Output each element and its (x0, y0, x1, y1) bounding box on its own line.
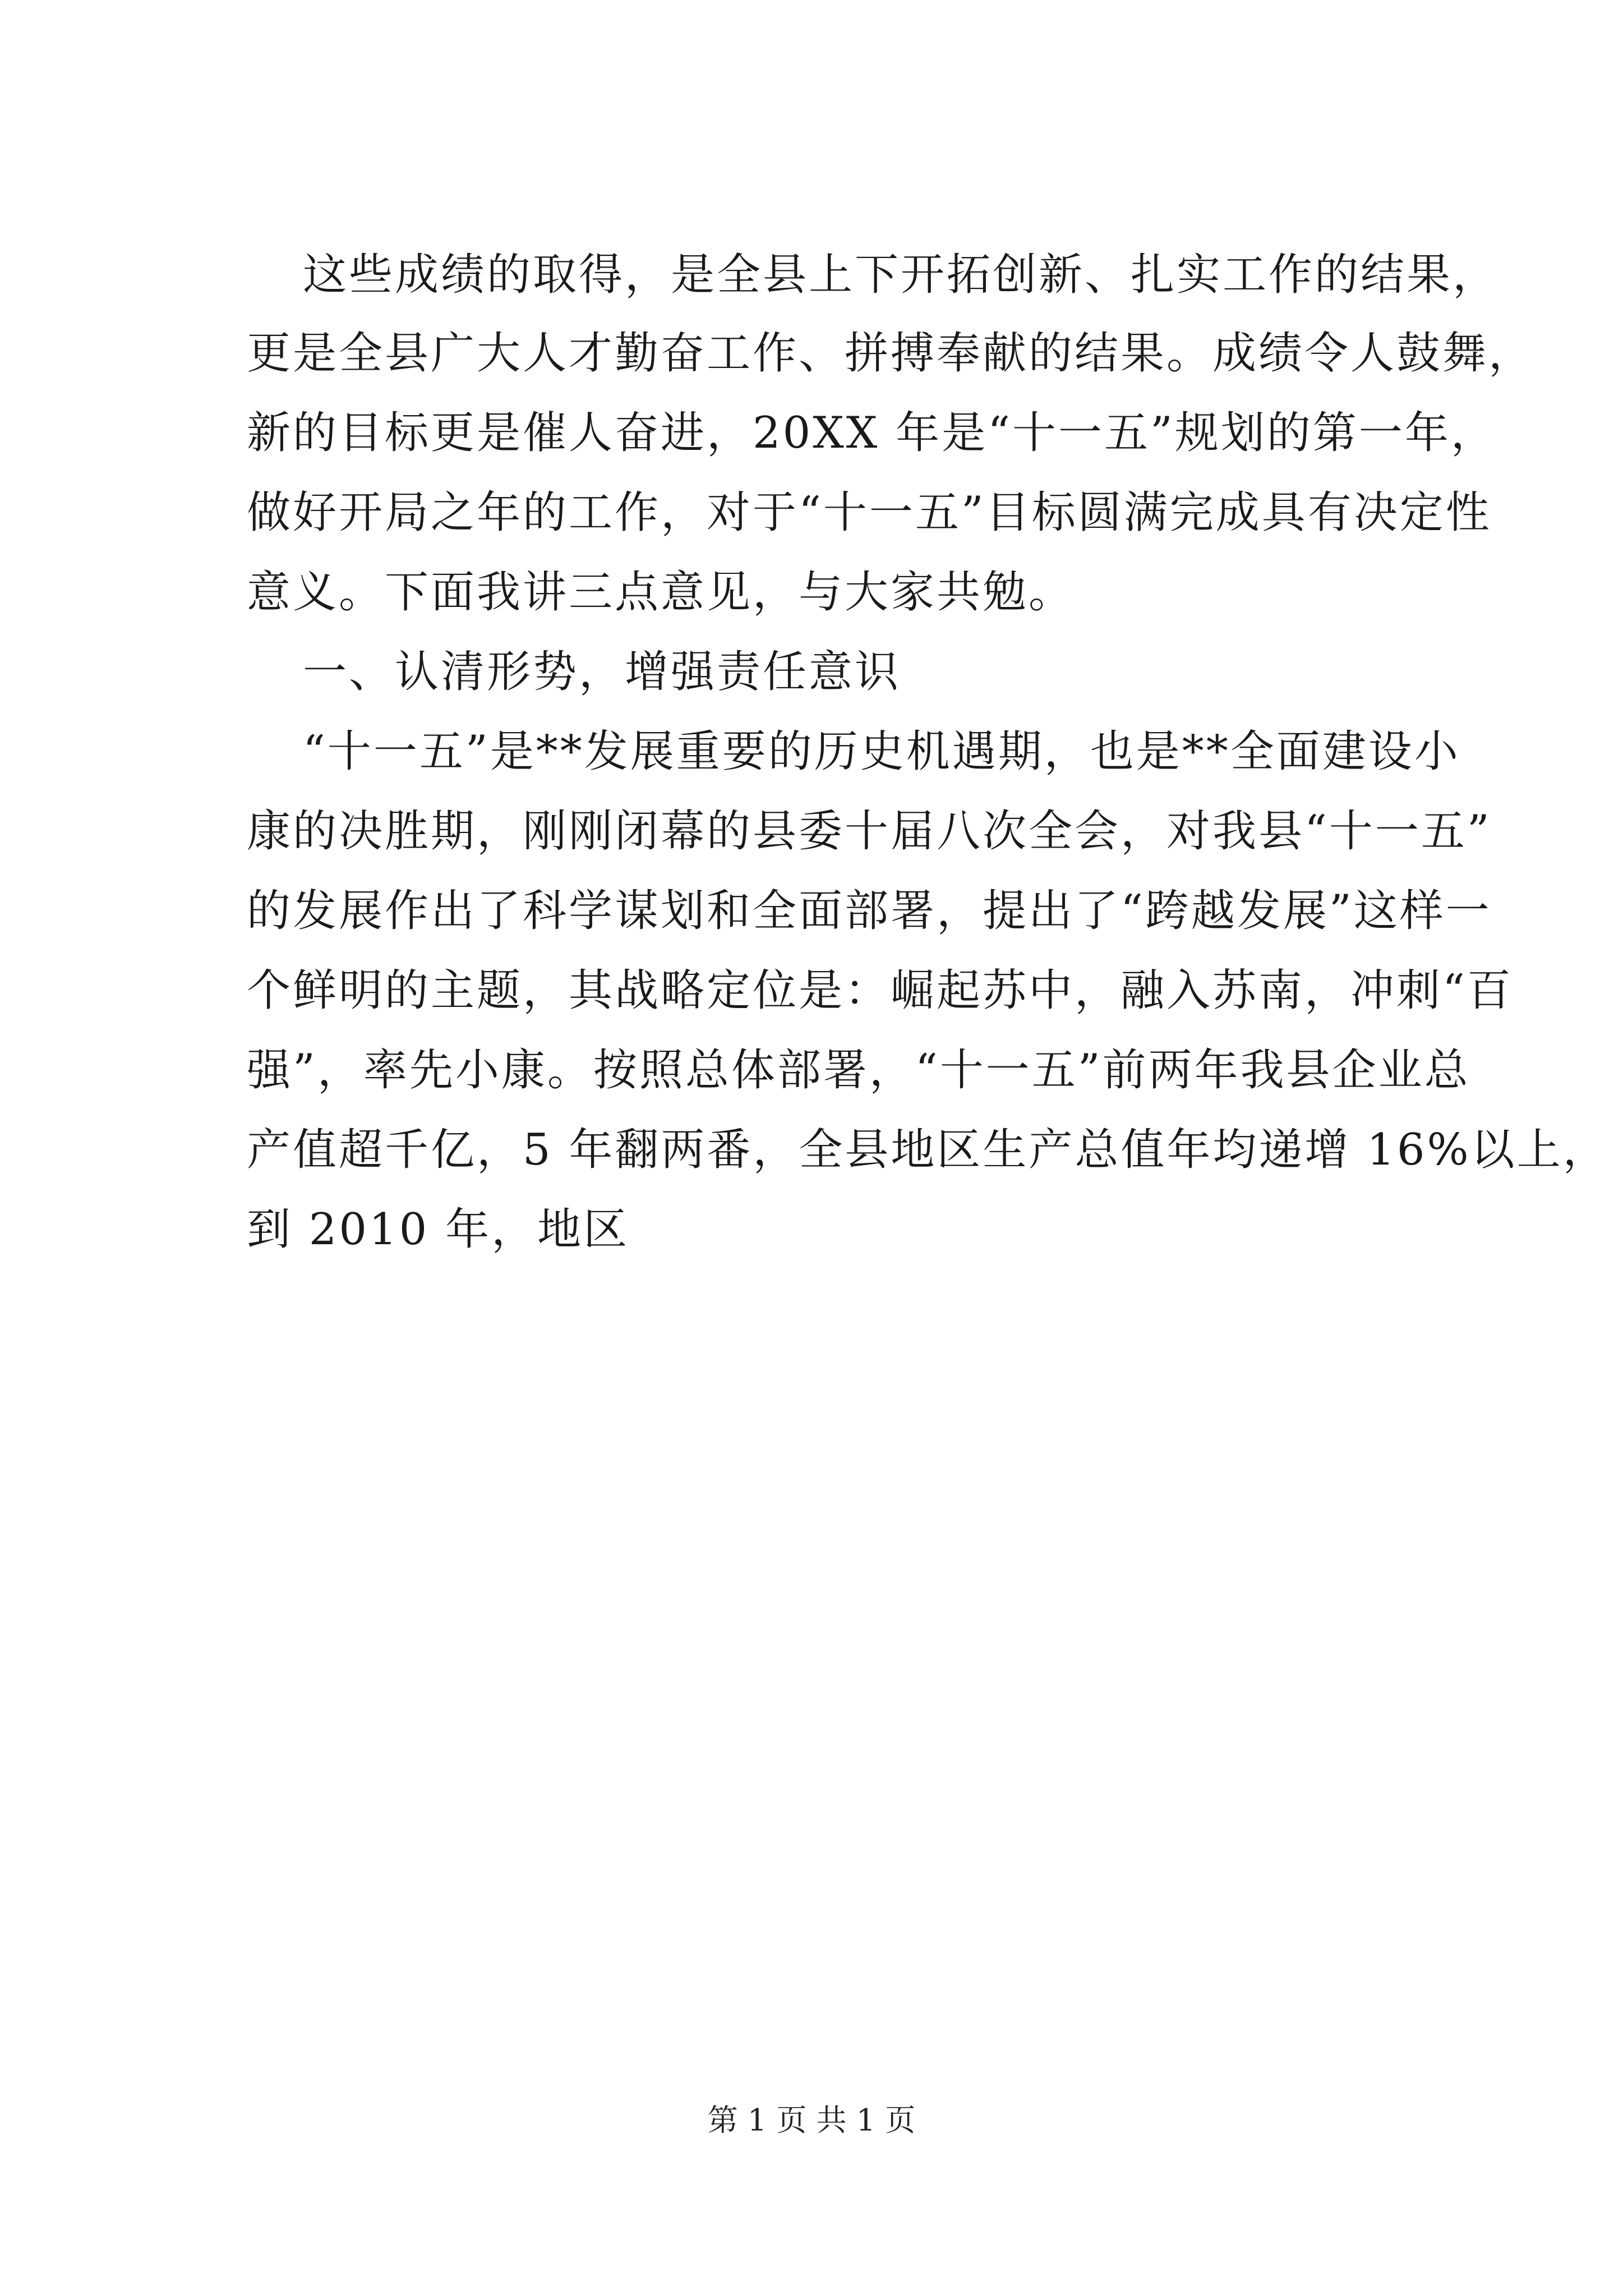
text-line: “十一五”是**发展重要的历史机遇期，也是**全面建设小 (303, 726, 1460, 777)
text-line: 强”，率先小康。按照总体部署，“十一五”前两年我县企业总 (247, 1045, 1470, 1096)
text-line: 康的决胜期，刚刚闭幕的县委十届八次全会，对我县“十一五” (247, 806, 1492, 857)
text-line: 意义。下面我讲三点意见，与大家共勉。 (247, 567, 1075, 618)
text-line: 新的目标更是催人奋进，20XX 年是“十一五”规划的第一年， (247, 408, 1497, 458)
text-line: 的发展作出了科学谋划和全面部署，提出了“跨越发展”这样一 (247, 886, 1492, 936)
text-line: 个鲜明的主题，其战略定位是：崛起苏中，融入苏南，冲刺“百 (247, 965, 1513, 1016)
text-line: 更是全县广大人才勤奋工作、拼搏奉献的结果。成绩令人鼓舞， (247, 328, 1535, 379)
text-line: 到 2010 年，地区 (247, 1204, 630, 1255)
section-heading: 一、认清形势，增强责任意识 (303, 647, 901, 697)
text-line: 产值超千亿，5 年翻两番，全县地区生产总值年均递增 16%以上， (247, 1125, 1609, 1175)
page-footer: 第 1 页 共 1 页 (707, 2102, 916, 2138)
text-line: 这些成绩的取得，是全县上下开拓创新、扎实工作的结果， (303, 250, 1499, 300)
text-line: 做好开局之年的工作，对于“十一五”目标圆满完成具有决定性 (247, 487, 1492, 538)
